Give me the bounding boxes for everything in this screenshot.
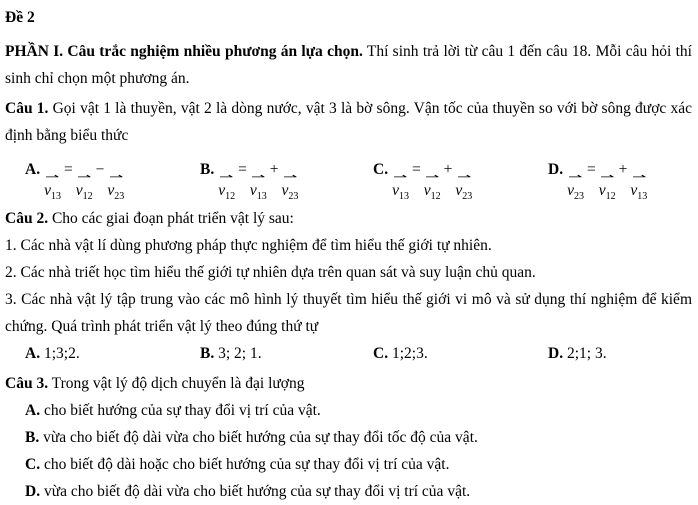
option-a-label: A. (25, 402, 41, 420)
vector-arrow-icon: ⇀ (456, 172, 471, 183)
option-b-label: B. (200, 345, 215, 363)
operator: + (443, 161, 453, 178)
vector-subscript: 13 (256, 191, 267, 203)
option-b-text: vừa cho biết độ dài vừa cho biết hướng của sự thay đổi tốc độ của vật. (39, 429, 478, 447)
option-c-text: cho biết độ dài hoặc cho biết hướng của sự thay đổi vị trí của vật. (40, 456, 450, 474)
option-d-text: vừa cho biết độ dài vừa cho biết hướng của sự thay đổi vị trí của vật. (40, 483, 471, 501)
option-c-text: 1;2;3. (388, 345, 428, 363)
vector-subscript: 23 (573, 191, 584, 203)
vector-subscript: 12 (605, 191, 616, 203)
vector-base: $v_{23}$ (107, 182, 125, 203)
question-2-label: Câu 2. (5, 210, 49, 228)
vector-subscript: 13 (398, 191, 409, 203)
vector-symbol (218, 174, 235, 202)
option-d (548, 156, 692, 202)
vector-arrow-icon: ⇀ (568, 172, 583, 183)
vector-symbol (44, 174, 61, 202)
vector-arrow-icon: ⇀ (600, 172, 615, 183)
vector-subscript: 12 (225, 191, 236, 203)
vector-base: $v_{12}$ (218, 182, 236, 203)
question-3-stem (5, 370, 692, 397)
operator: = (586, 161, 596, 178)
option-c-label: C. (373, 161, 389, 178)
question-2-text: Cho các giai đoạn phát triển vật lý sau: (48, 210, 294, 228)
vector-base: $v_{23}$ (567, 182, 584, 203)
question-2-item-2: 2. Các nhà triết học tìm hiểu thế giới tự nhiên dựa trên quan sát và suy luận chủ quan. (5, 264, 536, 282)
question-3-option-c (25, 451, 692, 478)
option-d-formula (567, 161, 648, 203)
option-b-text: 3; 2; 1. (214, 345, 262, 363)
vector-symbol (282, 174, 299, 202)
option-b-label: B. (200, 161, 215, 178)
option-a-label: A. (25, 345, 41, 363)
vector-base: $v_{13}$ (392, 182, 409, 203)
vector-subscript: 23 (288, 191, 299, 203)
operator: = (238, 161, 247, 178)
option-d-label: D. (548, 161, 564, 178)
question-1-text: Gọi vật 1 là thuyền, vật 2 là dòng nước, vật 3 là bờ sông. Vận tốc của thuyền so với bờ sông được xác định bằng biểu thức (5, 100, 692, 144)
vector-subscript: 13 (637, 191, 648, 203)
option-a (25, 156, 200, 202)
vector-base: $v_{13}$ (249, 182, 267, 203)
question-2-stem (5, 205, 692, 232)
option-d-label: D. (548, 345, 564, 363)
option-c (373, 156, 548, 202)
option-c (373, 340, 548, 367)
vector-symbol (630, 174, 647, 202)
vector-arrow-icon: ⇀ (45, 172, 60, 183)
page-title: Đề 2 (5, 9, 35, 26)
vector-arrow-icon: ⇀ (282, 172, 298, 183)
question-2-item-3: 3. Các nhà vật lý tập trung vào các mô hình lý thuyết tìm hiểu thế giới vi mô và sử dụng thí nghiệm để kiểm chứng. Quá trình phát triển vật lý theo đúng thứ tự (5, 291, 692, 336)
vector-base: $v_{12}$ (598, 182, 616, 203)
vector-symbol (567, 174, 584, 202)
vector-subscript: 23 (462, 191, 473, 203)
option-c-formula (392, 161, 473, 203)
vector-symbol (76, 174, 93, 202)
vector-base: $v_{12}$ (423, 182, 441, 203)
vector-base: $v_{13}$ (630, 182, 648, 203)
question-2-item-1: 1. Các nhà vật lí dùng phương pháp thực nghiệm để tìm hiểu thế giới tự nhiên. (5, 237, 492, 255)
question-3-option-d (25, 478, 692, 505)
vector-symbol (250, 174, 267, 202)
operator: + (269, 161, 279, 178)
option-d-label: D. (25, 483, 41, 501)
option-a-text: cho biết hướng của sự thay đổi vị trí của vật. (40, 402, 321, 420)
vector-arrow-icon: ⇀ (108, 172, 123, 183)
option-c-label: C. (373, 345, 389, 363)
vector-subscript: 12 (430, 191, 441, 203)
operator: = (411, 161, 421, 178)
part1-heading-instructions: Thí sinh trả lời từ câu 1 đến câu 18. Mỗi câu hỏi thí sinh chỉ chọn một phương án. (5, 43, 692, 87)
vector-base: $v_{13}$ (44, 182, 61, 203)
operator: + (618, 161, 628, 178)
question-3-option-b (25, 424, 692, 451)
question-3-label: Câu 3. (5, 375, 49, 393)
vector-symbol (424, 174, 441, 202)
option-a-formula (44, 161, 125, 203)
operator: − (95, 161, 105, 178)
vector-arrow-icon: ⇀ (631, 172, 646, 183)
vector-subscript: 12 (82, 191, 93, 203)
question-1-label: Câu 1. (5, 100, 49, 117)
vector-subscript: 23 (114, 191, 125, 203)
option-d (548, 340, 692, 367)
vector-subscript: 13 (50, 191, 61, 203)
part1-heading-bold: PHẦN I. Câu trắc nghiệm nhiều phương án lựa chọn. (5, 43, 363, 60)
part1-heading (5, 38, 692, 92)
operator: = (63, 161, 73, 178)
option-b (200, 340, 373, 367)
vector-symbol (107, 174, 124, 202)
question-1-stem (5, 95, 692, 149)
option-b-label: B. (25, 429, 40, 447)
question-3-text: Trong vật lý độ dịch chuyển là đại lượng (48, 375, 305, 393)
question-1-options (25, 156, 692, 202)
vector-arrow-icon: ⇀ (425, 172, 440, 183)
vector-base: $v_{12}$ (75, 182, 93, 203)
vector-arrow-icon: ⇀ (219, 172, 234, 183)
vector-arrow-icon: ⇀ (251, 172, 266, 183)
option-a-text: 1;3;2. (40, 345, 80, 363)
option-a-label: A. (25, 161, 41, 178)
vector-symbol (392, 174, 409, 202)
option-d-text: 2;1; 3. (563, 345, 607, 363)
question-2-options (25, 340, 692, 367)
option-c-label: C. (25, 456, 41, 474)
vector-arrow-icon: ⇀ (77, 172, 92, 183)
option-b (200, 156, 373, 202)
vector-symbol (455, 174, 472, 202)
vector-base: $v_{23}$ (455, 182, 473, 203)
option-b-formula (218, 161, 299, 203)
vector-arrow-icon: ⇀ (393, 172, 408, 183)
question-3-option-a (25, 397, 692, 424)
option-a (25, 340, 200, 367)
vector-base: $v_{23}$ (281, 182, 299, 203)
vector-symbol (599, 174, 616, 202)
